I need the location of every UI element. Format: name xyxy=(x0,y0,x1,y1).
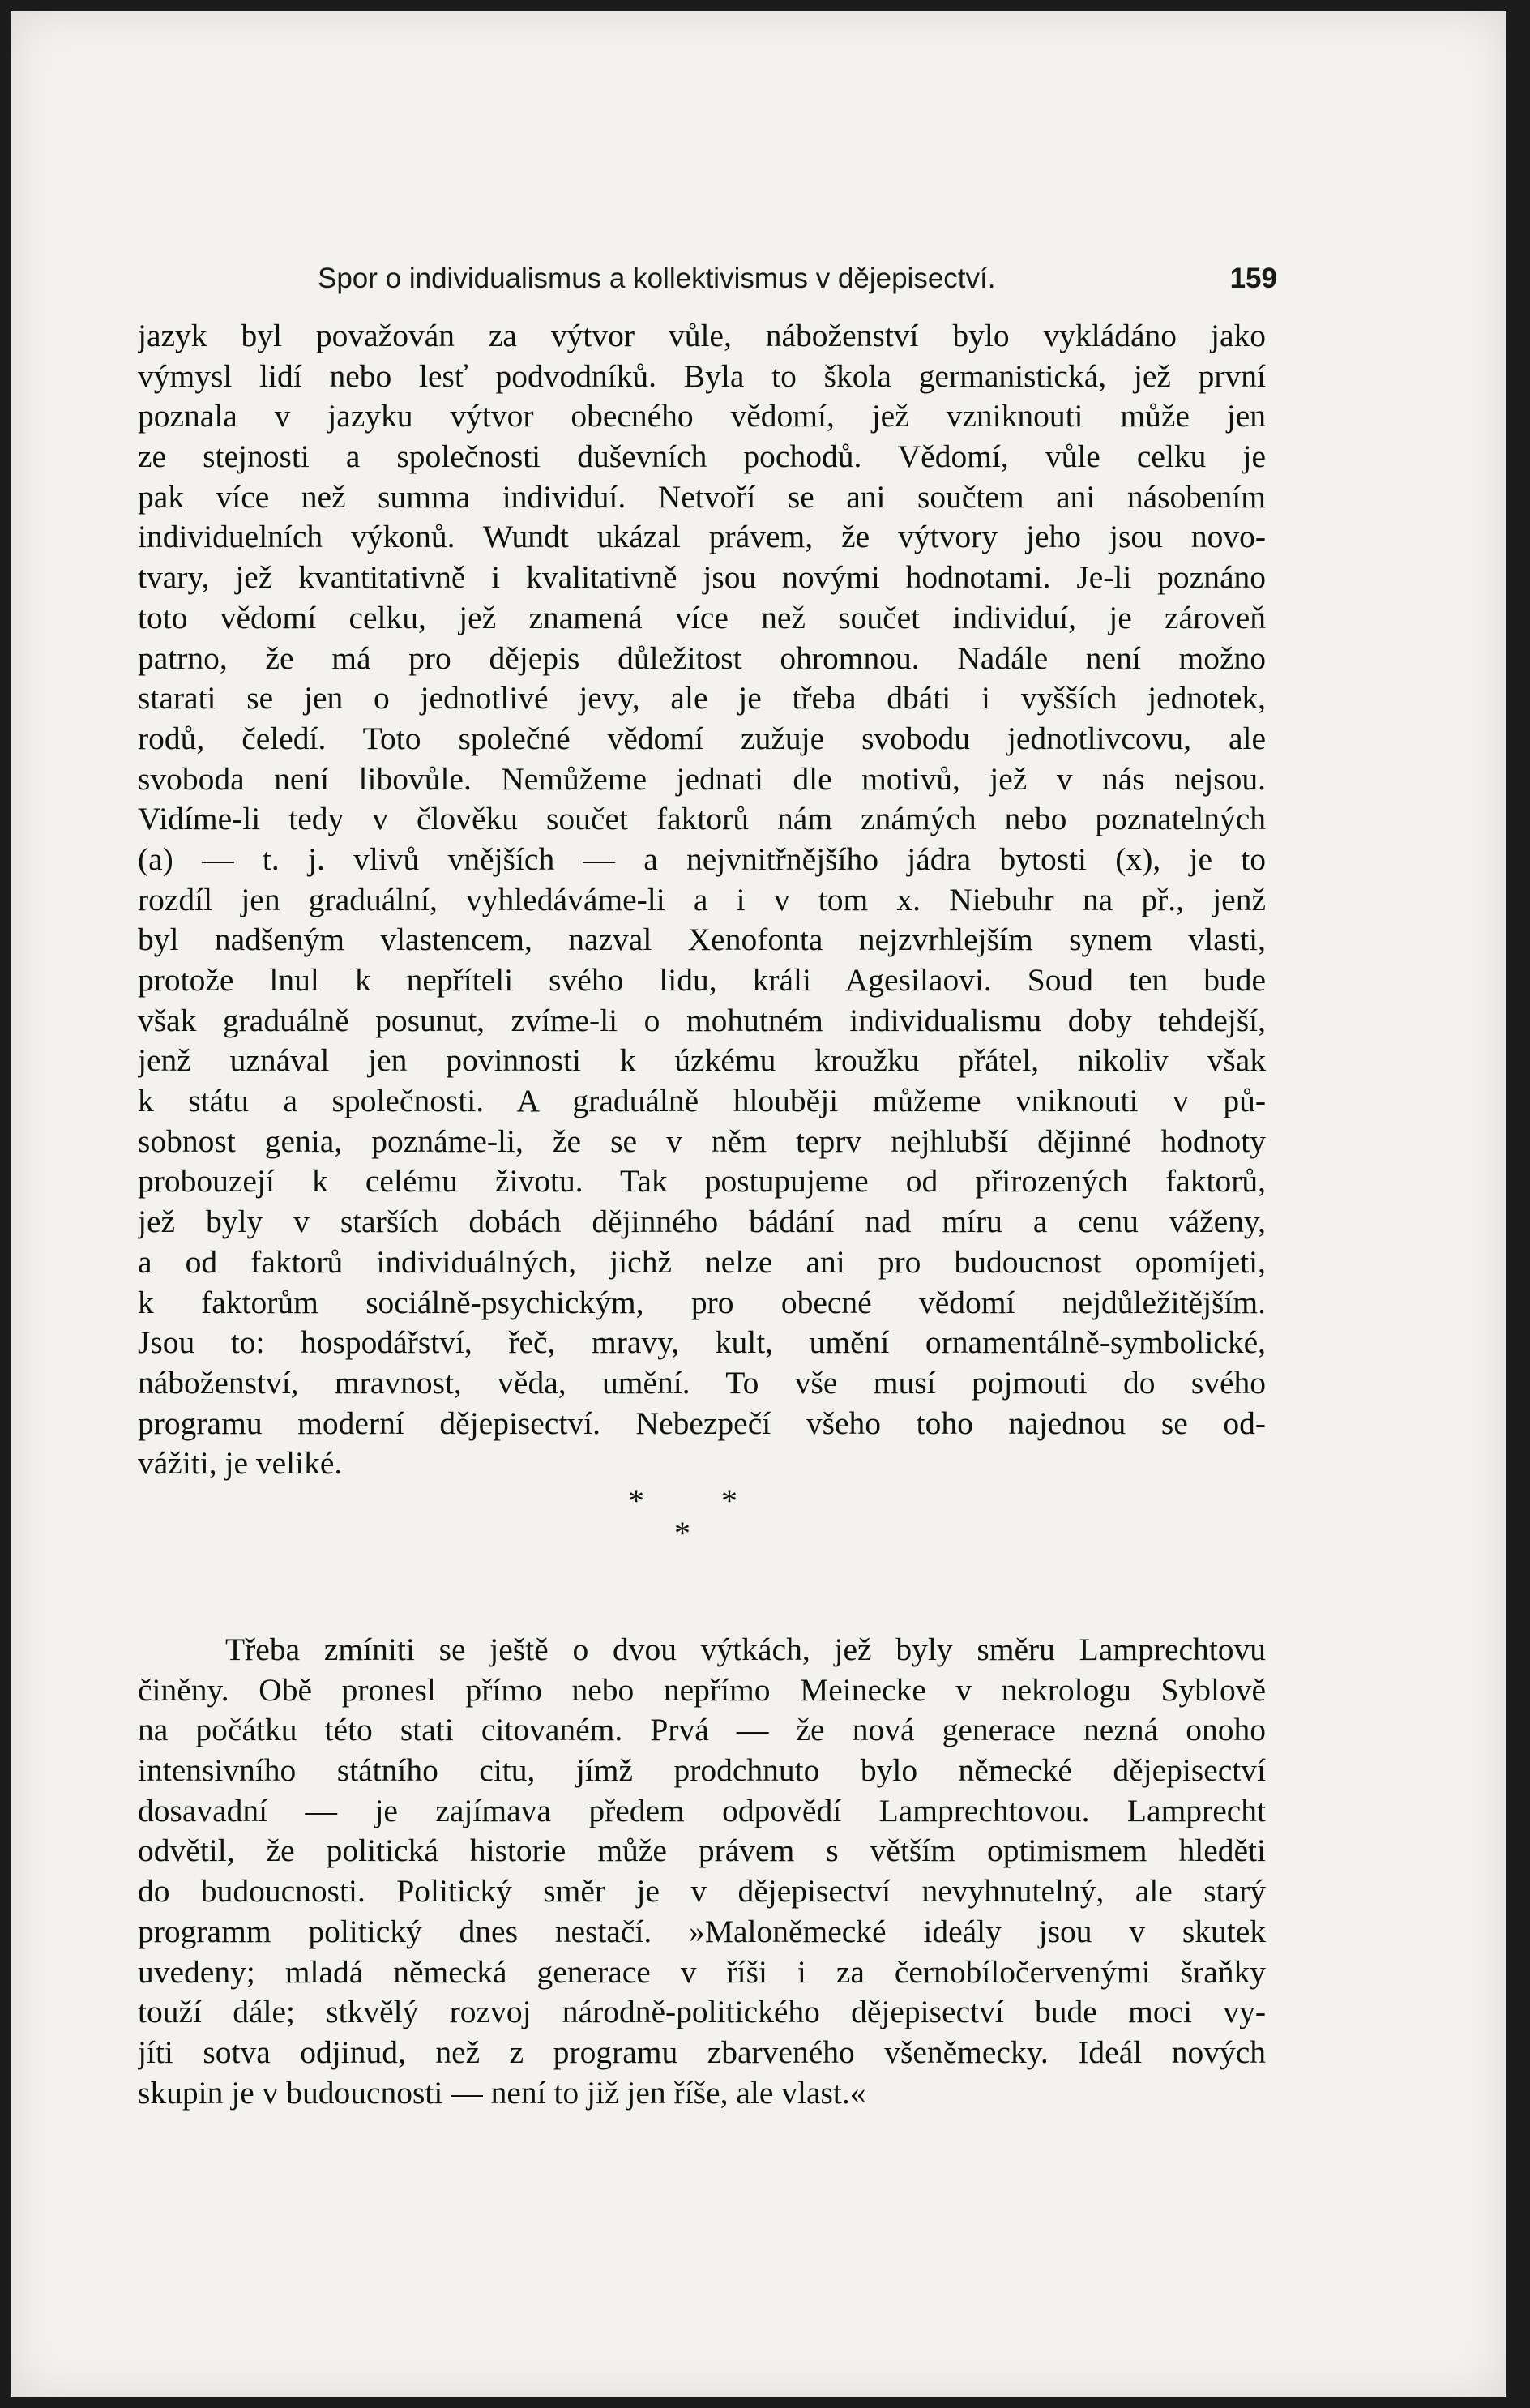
text-line: do budoucnosti. Politický směr je v dějepisectví nevyhnutelný, ale starý xyxy=(138,1873,1266,1910)
text-line: (a) — t. j. vlivů vnějších — a nejvnitřnějšího jádra bytosti (x), je to xyxy=(138,840,1266,877)
text-line: rozdíl jen graduální, vyhledáváme-li a i v tom x. Niebuhr na př., jenž xyxy=(138,881,1266,917)
text-line: výmysl lidí nebo lesť podvodníků. Byla to škola germanistická, jež první xyxy=(138,357,1266,394)
text-line: Jsou to: hospodářství, řeč, mravy, kult, umění ornamentálně-symbolické, xyxy=(138,1324,1266,1361)
text-line: rodů, čeledí. Toto společné vědomí zužuje svobodu jednotlivcovu, ale xyxy=(138,720,1266,756)
text-line: náboženství, mravnost, věda, umění. To vše musí pojmouti do svého xyxy=(138,1364,1266,1401)
text-line: jíti sotva odjinud, než z programu zbarveného všeněmecky. Ideál nových xyxy=(138,2034,1266,2070)
running-title: Spor o individualismus a kollektivismus v dějepisectví. xyxy=(318,263,996,294)
text-line: k státu a společnosti. A graduálně hlouběji můžeme vniknouti v pů- xyxy=(138,1083,1266,1119)
text-line: Vidíme-li tedy v člověku součet faktorů nám známých nebo poznatelných xyxy=(138,801,1266,837)
asterisk: * xyxy=(721,1482,737,1519)
text-line: ze stejnosti a společnosti duševních pochodů. Vědomí, vůle celku je xyxy=(138,438,1266,475)
asterisk: * xyxy=(628,1482,644,1519)
text-line: činěny. Obě pronesl přímo nebo nepřímo Meinecke v nekrologu Syblově xyxy=(138,1671,1266,1708)
text-line: dosavadní — je zajímava předem odpovědí Lamprechtovou. Lamprecht xyxy=(138,1792,1266,1828)
text-line: poznala v jazyku výtvor obecného vědomí, jež vzniknouti může jen xyxy=(138,398,1266,434)
text-line: intensivního státního citu, jímž prodchnuto bylo německé dějepisectví xyxy=(138,1752,1266,1789)
text-line: skupin je v budoucnosti — není to již jen říše, ale vlast.« xyxy=(138,2074,866,2111)
text-line: odvětil, že politická historie může právem s větším optimismem hleděti xyxy=(138,1833,1266,1869)
text-line: na počátku této stati citovaném. Prvá — že nová generace nezná onoho xyxy=(138,1712,1266,1748)
text-line: individuelních výkonů. Wundt ukázal právem, že výtvory jeho jsou novo- xyxy=(138,519,1266,555)
text-line: programu moderní dějepisectví. Nebezpečí všeho toho najednou se od- xyxy=(138,1405,1266,1441)
text-line: vážiti, je veliké. xyxy=(138,1445,343,1482)
text-line: pak více než summa individuí. Netvoří se ani součtem ani násobením xyxy=(138,478,1266,515)
paragraph-2 xyxy=(138,1630,1266,2113)
text-line: však graduálně posunut, zvíme-li o mohutném individualismu doby tehdejší, xyxy=(138,1002,1266,1038)
text-line: jež byly v starších dobách dějinného bádání nad míru a cenu váženy, xyxy=(138,1204,1266,1240)
text-line: patrno, že má pro dějepis důležitost ohromnou. Nadále není možno xyxy=(138,639,1266,676)
text-line: toto vědomí celku, jež znamená více než součet individuí, je zároveň xyxy=(138,599,1266,635)
text-line: protože lnul k nepříteli svého lidu, králi Agesilaovi. Soud ten bude xyxy=(138,962,1266,998)
text-line: sobnost genia, poznáme-li, že se v něm teprv nejhlubší dějinné hodnoty xyxy=(138,1123,1266,1159)
section-separator xyxy=(604,1482,782,1571)
text-line: touží dále; stkvělý rozvoj národně-politického dějepisectví bude moci vy- xyxy=(138,1994,1266,2030)
text-line: probouzejí k celému životu. Tak postupujeme od přirozených faktorů, xyxy=(138,1163,1266,1200)
page-number: 159 xyxy=(1229,263,1277,294)
text-line: programm politický dnes nestačí. »Maloněmecké ideály jsou v skutek xyxy=(138,1913,1266,1949)
text-line: Třeba zmíniti se ještě o dvou výtkách, jež byly směru Lamprechtovu xyxy=(225,1632,1266,1667)
running-header xyxy=(149,263,1277,308)
text-line: starati se jen o jednotlivé jevy, ale je třeba dbáti i vyšších jednotek, xyxy=(138,680,1266,716)
text-line: byl nadšeným vlastencem, nazval Xenofonta nejzvrhlejším synem vlasti, xyxy=(138,922,1266,958)
text-line: uvedeny; mladá německá generace v říši i za černobíločervenými šraňky xyxy=(138,1953,1266,1990)
text-line: svoboda není libovůle. Nemůžeme jednati dle motivů, jež v nás nejsou. xyxy=(138,760,1266,797)
text-line: jazyk byl považován za výtvor vůle, náboženství bylo vykládáno jako xyxy=(138,318,1266,353)
paragraph-1 xyxy=(138,316,1266,1484)
text-line: tvary, jež kvantitativně i kvalitativně jsou novými hodnotami. Je-li poznáno xyxy=(138,559,1266,596)
text-line: jenž uznával jen povinnosti k úzkému kroužku přátel, nikoliv však xyxy=(138,1042,1266,1079)
asterisk: * xyxy=(674,1515,690,1551)
text-line: a od faktorů individuálných, jichž nelze ani pro budoucnost opomíjeti, xyxy=(138,1243,1266,1280)
text-line: k faktorům sociálně-psychickým, pro obecné vědomí nejdůležitějším. xyxy=(138,1284,1266,1320)
